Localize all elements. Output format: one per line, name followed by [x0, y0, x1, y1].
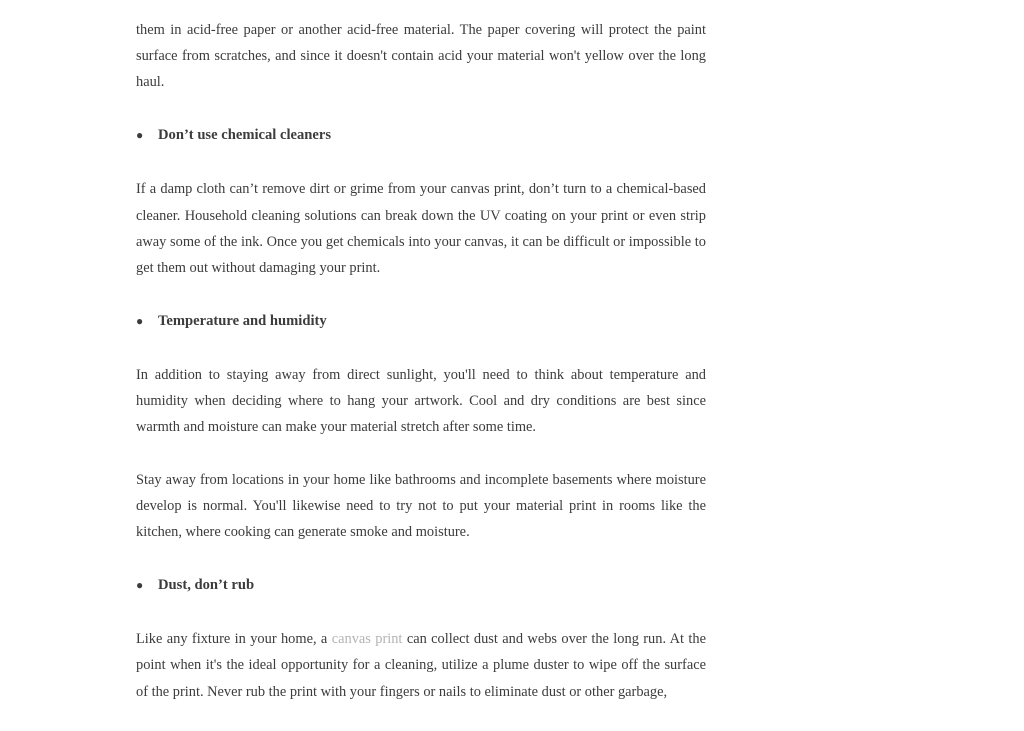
heading-chemical-cleaners: [136, 122, 706, 148]
canvas-print-link[interactable]: canvas print: [331, 631, 403, 648]
paragraph-dust-intro: Like any fixture in your home, a: [136, 631, 332, 648]
bullet-icon: ●: [136, 578, 144, 593]
paragraph-dust-rest: can collect dust and webs over the long run. At the point when it's the ideal opportunity for a cleaning, utilize a plume duster to wipe off the surface of the print. Never rub the print with your fingers or nails to eliminate dust or other garbage,: [136, 631, 706, 700]
heading-dust-dont-rub: [136, 572, 706, 598]
heading-chemical-cleaners-text: Don’t use chemical cleaners: [158, 127, 332, 144]
bullet-icon: ●: [136, 128, 144, 143]
paragraph-chemical-cleaners: If a damp cloth can’t remove dirt or grime from your canvas print, don’t turn to a chemical-based cleaner. Household cleaning solutions can break down the UV coating on your print or even strip away some of the ink. Once you get chemicals into your canvas, it can be difficult or impossible to get them out without damaging your print.: [136, 181, 706, 276]
heading-temperature-humidity-text: Temperature and humidity: [158, 312, 327, 329]
paragraph-dust: [136, 626, 706, 705]
bullet-icon: ●: [136, 313, 144, 328]
paragraph-temperature: In addition to staying away from direct sunlight, you'll need to think about temperature and humidity when deciding where to hang your artwork. Cool and dry conditions are best since warmth and moisture can make your material stretch after some time.: [136, 366, 706, 436]
paragraph-moisture-locations: Stay away from locations in your home like bathrooms and incomplete basements where moisture develop is normal. You'll likewise need to try not to put your material print in rooms like the kitchen, where cooking can generate smoke and moisture.: [136, 471, 706, 541]
article-body: [136, 17, 706, 731]
heading-dust-dont-rub-text: Dust, don’t rub: [158, 577, 255, 594]
heading-temperature-humidity: [136, 308, 706, 334]
paragraph-acid-free-paper: them in acid-free paper or another acid-free material. The paper covering will protect the paint surface from scratches, and since it doesn't contain acid your material won't yellow over the long haul.: [136, 22, 706, 91]
